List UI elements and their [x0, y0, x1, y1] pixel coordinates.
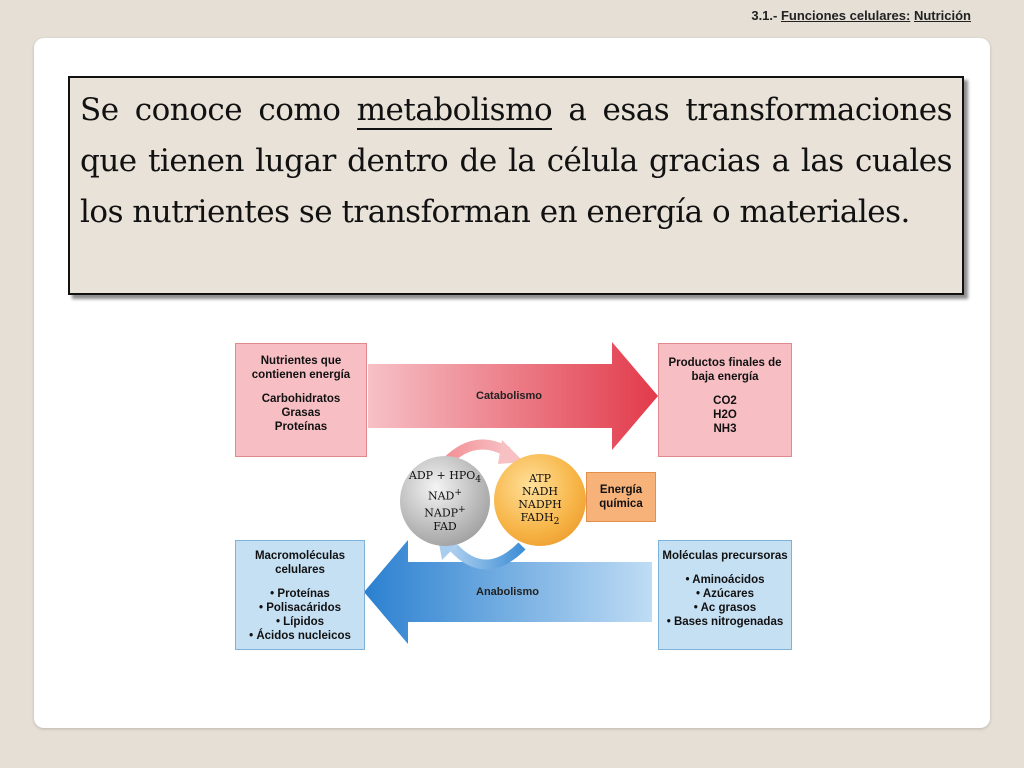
list-item: • Aminoácidos [685, 574, 765, 586]
list-item: Grasas [281, 407, 321, 419]
cycle-arrow-bottom [454, 546, 522, 565]
list-item: • Ácidos nucleicos [249, 630, 351, 642]
nad-line: NAD+ [427, 487, 463, 504]
list-item: • Azúcares [696, 588, 754, 600]
list-item: Proteínas [274, 421, 328, 433]
macromolecules-box [235, 540, 365, 650]
metabolism-diagram [232, 334, 792, 654]
adp-circle [400, 456, 490, 546]
products-list [659, 394, 791, 436]
slide-header [751, 8, 971, 23]
list-item: • Lípidos [275, 616, 325, 628]
list-item: CO2 [713, 395, 737, 407]
nadp-line: NADP+ [424, 504, 466, 520]
precursors-title: Moléculas precursoras [662, 550, 788, 562]
nutrients-box [235, 343, 367, 457]
list-item: H2O [713, 409, 737, 421]
list-item: NH3 [713, 423, 737, 435]
products-title: Productos finales de baja energía [668, 357, 782, 383]
definition-text [80, 85, 952, 238]
precursors-box [658, 540, 792, 650]
header-section: Funciones celulares: [780, 8, 911, 23]
fad-line: FAD [433, 519, 457, 533]
energy-box: Energía química [586, 472, 656, 522]
header-subsection: Nutrición [913, 8, 971, 23]
atp-circle [494, 454, 586, 546]
precursors-list [659, 573, 791, 629]
header-number: 3.1.- [751, 8, 778, 23]
anabolism-label: Anabolismo [476, 586, 539, 598]
list-item: • Bases nitrogenadas [666, 616, 784, 628]
list-item: Carbohidratos [261, 393, 341, 405]
list-item: • Proteínas [270, 588, 330, 600]
macromolecules-title: Macromoléculas celulares [254, 550, 346, 576]
fadh-line: $FADH_2$ [520, 510, 560, 528]
catabolism-label: Catabolismo [476, 390, 543, 402]
nutrients-title: Nutrientes que contienen energía [251, 355, 351, 381]
definition-before: Se conoce como [80, 92, 357, 128]
definition-box [68, 76, 964, 295]
products-box [658, 343, 792, 457]
nutrients-list [236, 392, 366, 434]
macromolecules-list [236, 587, 364, 643]
adp-line: ADP + $HPO_4$ [408, 469, 482, 486]
atp-line: ATP [528, 471, 552, 485]
list-item: • Ac grasos [693, 602, 757, 614]
nadph-line: NADPH [518, 497, 562, 511]
metabolismo-keyword: metabolismo [356, 92, 553, 128]
nadh-line: NADH [522, 484, 558, 498]
definition-after: a esas transformaciones que tienen lugar dentro de la célula gracias a las cuales los nutrientes se transforman en energía o materiales. [80, 92, 952, 230]
list-item: • Polisacáridos [258, 602, 341, 614]
